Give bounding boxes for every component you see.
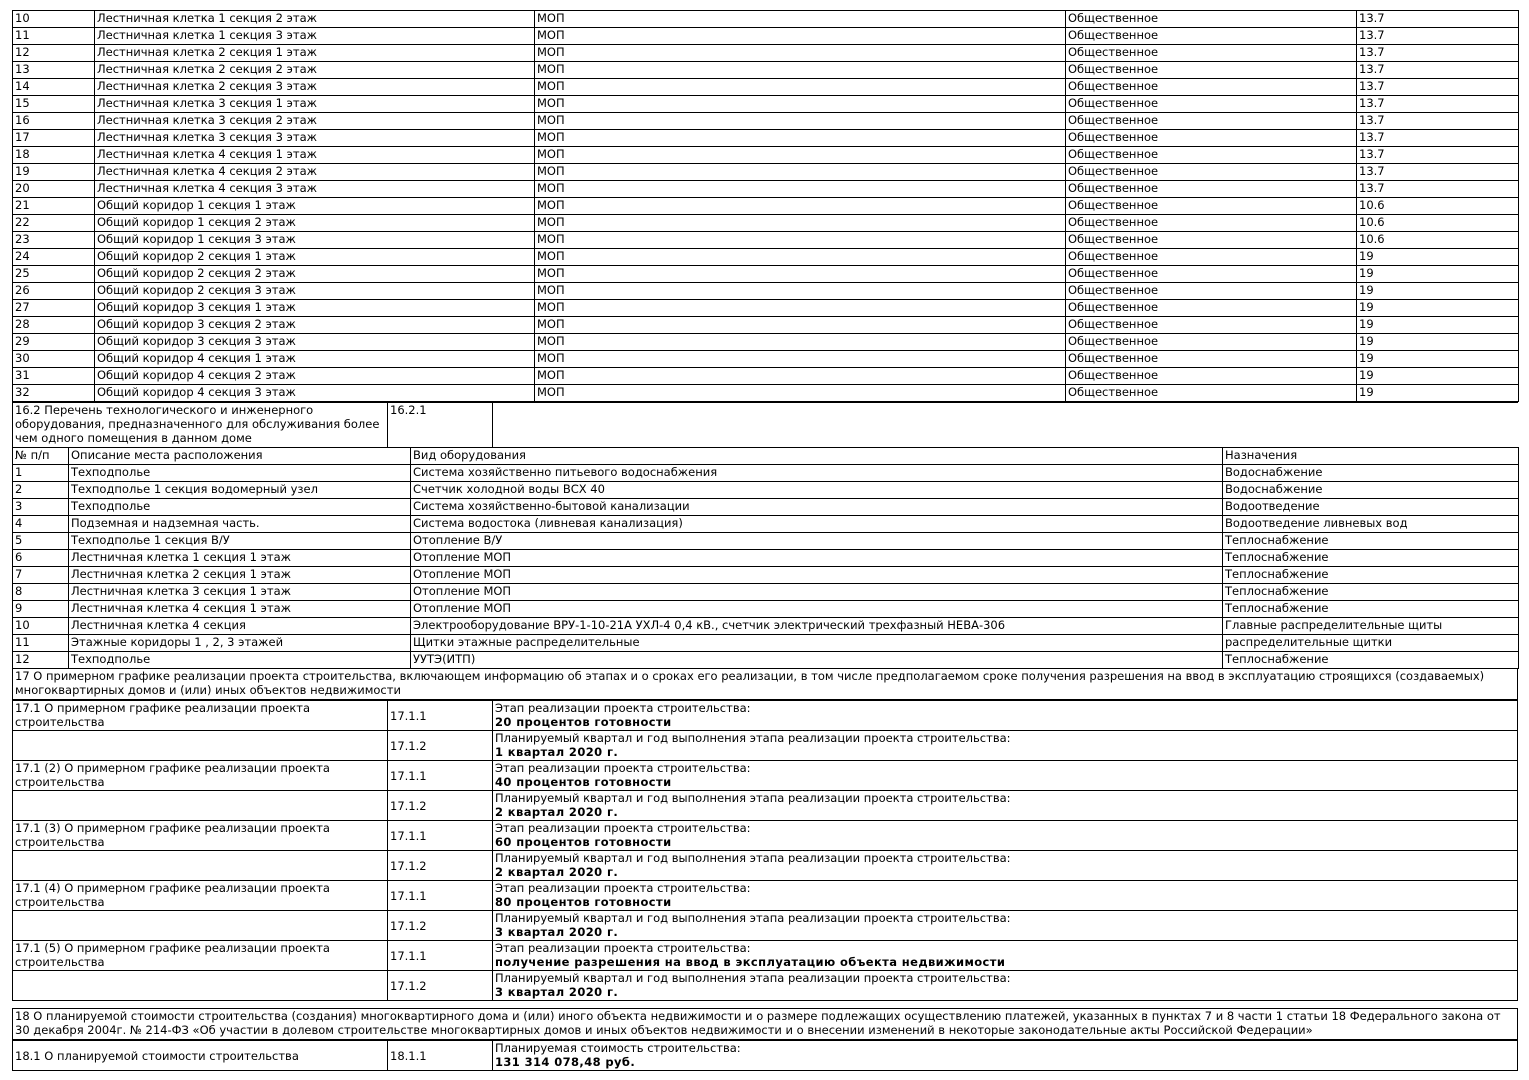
row-number: 3 [13, 499, 69, 516]
equipment-type: Отопление МОП [411, 584, 1223, 601]
date-value: 2 квартал 2020 г. [495, 805, 619, 819]
location: Подземная и надземная часть. [69, 516, 411, 533]
room-name: Общий коридор 4 секция 3 этаж [95, 385, 535, 402]
date-cell [493, 971, 1518, 1001]
date-code: 17.1.2 [388, 911, 493, 941]
room-name: Общий коридор 2 секция 1 этаж [95, 249, 535, 266]
header-equipment-type: Вид оборудования [411, 448, 1223, 465]
room-purpose: Общественное [1066, 198, 1357, 215]
header-num: № п/п [13, 448, 69, 465]
table-row [13, 385, 1519, 402]
location: Техподполье 1 секция водомерный узел [69, 482, 411, 499]
room-name: Общий коридор 4 секция 1 этаж [95, 351, 535, 368]
room-type: МОП [535, 181, 1066, 198]
room-name: Общий коридор 3 секция 3 этаж [95, 334, 535, 351]
row-number: 11 [13, 28, 95, 45]
date-code: 17.1.2 [388, 851, 493, 881]
date-value: 1 квартал 2020 г. [495, 745, 619, 759]
room-area: 13.7 [1357, 28, 1519, 45]
table-row [13, 351, 1519, 368]
empty-cell [13, 971, 388, 1001]
row-number: 25 [13, 266, 95, 283]
room-type: МОП [535, 45, 1066, 62]
date-row [13, 731, 1518, 761]
date-value: 2 квартал 2020 г. [495, 865, 619, 879]
table-row [13, 618, 1519, 635]
room-purpose: Общественное [1066, 266, 1357, 283]
table-row [13, 232, 1519, 249]
row-number: 22 [13, 215, 95, 232]
table-row [13, 317, 1519, 334]
equipment-section [12, 447, 1518, 669]
section-18-label: 18.1 О планируемой стоимости строительства [13, 1041, 388, 1071]
row-number: 12 [13, 652, 69, 669]
room-type: МОП [535, 334, 1066, 351]
room-type: МОП [535, 266, 1066, 283]
table-row [13, 635, 1519, 652]
section-18-title: 18 О планируемой стоимости строительства (создания) многоквартирного дома и (или) иного объекта недвижимости и о размере подлежащих осуществлению платежей, указанных в пунктах 7 и 8 части 1 статьи 18 Федерального закона от 30 декабря 2004г. № 214-ФЗ «Об участии в долевом строительстве многоквартирных домов и иных объектов недвижимости и о внесении изменений в некоторые законодательные акты Российской Федерации» [13, 1009, 1518, 1040]
table-row [13, 584, 1519, 601]
row-number: 32 [13, 385, 95, 402]
row-number: 31 [13, 368, 95, 385]
row-number: 7 [13, 567, 69, 584]
room-area: 19 [1357, 385, 1519, 402]
row-number: 14 [13, 79, 95, 96]
purpose: Главные распределительные щиты [1223, 618, 1519, 635]
equipment-type: Счетчик холодной воды ВСХ 40 [411, 482, 1223, 499]
section-17-title: 17 О примерном графике реализации проекта строительства, включающем информацию об этапах и о сроках его реализации, в том числе предполагаемом сроке получения разрешения на ввод в эксплуатацию строящихся (создаваемых) многоквартирных домов и (или) иных объектов недвижимости [13, 669, 1518, 700]
header-location: Описание места расположения [69, 448, 411, 465]
stage-label: 17.1 (2) О примерном графике реализации проекта строительства [13, 761, 388, 791]
table-row [13, 28, 1519, 45]
equipment-type: Электрооборудование ВРУ-1-10-21А УХЛ-4 0,4 кВ., счетчик электрический трехфазный НЕВА-306 [411, 618, 1223, 635]
row-number: 20 [13, 181, 95, 198]
table-row [13, 164, 1519, 181]
table-row [13, 147, 1519, 164]
stage-code: 17.1.1 [388, 761, 493, 791]
room-area: 13.7 [1357, 164, 1519, 181]
room-name: Общий коридор 4 секция 2 этаж [95, 368, 535, 385]
row-number: 28 [13, 317, 95, 334]
room-area: 13.7 [1357, 79, 1519, 96]
stage-row [13, 701, 1518, 731]
room-area: 13.7 [1357, 96, 1519, 113]
date-code: 17.1.2 [388, 791, 493, 821]
stage-value: 80 процентов готовности [495, 895, 672, 909]
row-number: 27 [13, 300, 95, 317]
row-number: 19 [13, 164, 95, 181]
stage-label: 17.1 (3) О примерном графике реализации проекта строительства [13, 821, 388, 851]
purpose: Теплоснабжение [1223, 533, 1519, 550]
equipment-type: Отопление МОП [411, 601, 1223, 618]
room-purpose: Общественное [1066, 11, 1357, 28]
date-cell [493, 851, 1518, 881]
equipment-type: Щитки этажные распределительные [411, 635, 1223, 652]
row-number: 11 [13, 635, 69, 652]
stage-caption: Этап реализации проекта строительства: [495, 701, 751, 715]
room-name: Лестничная клетка 3 секция 2 этаж [95, 113, 535, 130]
row-number: 30 [13, 351, 95, 368]
equipment-type: Система водостока (ливневая канализация) [411, 516, 1223, 533]
room-type: МОП [535, 351, 1066, 368]
table-row [13, 334, 1519, 351]
room-purpose: Общественное [1066, 113, 1357, 130]
row-number: 2 [13, 482, 69, 499]
room-purpose: Общественное [1066, 181, 1357, 198]
section-16-2-code: 16.2.1 [388, 403, 493, 448]
room-area: 19 [1357, 368, 1519, 385]
location: Техподполье [69, 465, 411, 482]
room-type: МОП [535, 317, 1066, 334]
room-name: Общий коридор 1 секция 3 этаж [95, 232, 535, 249]
room-name: Лестничная клетка 1 секция 3 этаж [95, 28, 535, 45]
room-area: 13.7 [1357, 130, 1519, 147]
table-row [13, 283, 1519, 300]
stage-cell [493, 761, 1518, 791]
stage-row [13, 821, 1518, 851]
stage-row [13, 761, 1518, 791]
room-name: Общий коридор 2 секция 3 этаж [95, 283, 535, 300]
table-row [13, 368, 1519, 385]
date-code: 17.1.2 [388, 971, 493, 1001]
date-value: 3 квартал 2020 г. [495, 925, 619, 939]
table-row [13, 482, 1519, 499]
room-type: МОП [535, 249, 1066, 266]
room-type: МОП [535, 300, 1066, 317]
room-type: МОП [535, 368, 1066, 385]
date-caption: Планируемый квартал и год выполнения этапа реализации проекта строительства: [495, 791, 1011, 805]
table-row [13, 300, 1519, 317]
location: Этажные коридоры 1 , 2, 3 этажей [69, 635, 411, 652]
room-type: МОП [535, 62, 1066, 79]
table-row [13, 96, 1519, 113]
stage-code: 17.1.1 [388, 821, 493, 851]
stage-value: получение разрешения на ввод в эксплуатацию объекта недвижимости [495, 955, 1006, 969]
room-purpose: Общественное [1066, 164, 1357, 181]
table-row [13, 567, 1519, 584]
room-type: МОП [535, 164, 1066, 181]
room-name: Общий коридор 2 секция 2 этаж [95, 266, 535, 283]
room-name: Лестничная клетка 2 секция 3 этаж [95, 79, 535, 96]
room-area: 13.7 [1357, 45, 1519, 62]
empty-cell [13, 791, 388, 821]
stage-cell [493, 821, 1518, 851]
row-number: 15 [13, 96, 95, 113]
table-row [13, 465, 1519, 482]
room-type: МОП [535, 215, 1066, 232]
stage-caption: Этап реализации проекта строительства: [495, 941, 751, 955]
row-number: 10 [13, 618, 69, 635]
room-name: Лестничная клетка 4 секция 2 этаж [95, 164, 535, 181]
date-code: 17.1.2 [388, 731, 493, 761]
purpose: Теплоснабжение [1223, 652, 1519, 669]
room-type: МОП [535, 96, 1066, 113]
equipment-type: Система хозяйственно-бытовой канализации [411, 499, 1223, 516]
date-value: 3 квартал 2020 г. [495, 985, 619, 999]
stage-value: 60 процентов готовности [495, 835, 672, 849]
purpose: Водоотведение ливневых вод [1223, 516, 1519, 533]
room-type: МОП [535, 147, 1066, 164]
row-number: 23 [13, 232, 95, 249]
room-area: 13.7 [1357, 62, 1519, 79]
table-row [13, 79, 1519, 96]
location: Лестничная клетка 4 секция 1 этаж [69, 601, 411, 618]
stage-code: 17.1.1 [388, 941, 493, 971]
room-area: 19 [1357, 334, 1519, 351]
purpose: Теплоснабжение [1223, 550, 1519, 567]
room-name: Общий коридор 3 секция 1 этаж [95, 300, 535, 317]
location: Лестничная клетка 2 секция 1 этаж [69, 567, 411, 584]
room-purpose: Общественное [1066, 368, 1357, 385]
room-type: МОП [535, 283, 1066, 300]
room-area: 10.6 [1357, 232, 1519, 249]
stage-row [13, 941, 1518, 971]
row-number: 24 [13, 249, 95, 266]
room-name: Лестничная клетка 2 секция 1 этаж [95, 45, 535, 62]
cost-caption: Планируемая стоимость строительства: [495, 1041, 741, 1055]
location: Техподполье 1 секция В/У [69, 533, 411, 550]
stage-value: 40 процентов готовности [495, 775, 672, 789]
section-18 [12, 1008, 1518, 1071]
equipment-table [12, 447, 1519, 669]
room-purpose: Общественное [1066, 300, 1357, 317]
stage-label: 17.1 (4) О примерном графике реализации проекта строительства [13, 881, 388, 911]
table-row [13, 601, 1519, 618]
purpose: Водоотведение [1223, 499, 1519, 516]
date-caption: Планируемый квартал и год выполнения этапа реализации проекта строительства: [495, 911, 1011, 925]
table-row [13, 45, 1519, 62]
stage-label: 17.1 (5) О примерном графике реализации проекта строительства [13, 941, 388, 971]
room-area: 19 [1357, 317, 1519, 334]
table-row [13, 550, 1519, 567]
row-number: 13 [13, 62, 95, 79]
cost-value: 131 314 078,48 руб. [495, 1055, 636, 1069]
purpose: Теплоснабжение [1223, 567, 1519, 584]
stage-cell [493, 881, 1518, 911]
row-number: 5 [13, 533, 69, 550]
row-number: 8 [13, 584, 69, 601]
purpose: Водоснабжение [1223, 482, 1519, 499]
room-purpose: Общественное [1066, 147, 1357, 164]
stage-cell [493, 941, 1518, 971]
location: Техподполье [69, 652, 411, 669]
date-caption: Планируемый квартал и год выполнения этапа реализации проекта строительства: [495, 971, 1011, 985]
room-purpose: Общественное [1066, 351, 1357, 368]
stage-caption: Этап реализации проекта строительства: [495, 821, 751, 835]
room-type: МОП [535, 385, 1066, 402]
room-purpose: Общественное [1066, 96, 1357, 113]
table-row [13, 113, 1519, 130]
mop-rooms-table [12, 10, 1519, 402]
table-row [13, 652, 1519, 669]
room-area: 19 [1357, 266, 1519, 283]
room-name: Лестничная клетка 3 секция 1 этаж [95, 96, 535, 113]
room-type: МОП [535, 11, 1066, 28]
date-row [13, 791, 1518, 821]
room-area: 13.7 [1357, 11, 1519, 28]
stage-label: 17.1 О примерном графике реализации проекта строительства [13, 701, 388, 731]
section-16-2-title: 16.2 Перечень технологического и инженерного оборудования, предназначенного для обслуживания более чем одного помещения в данном доме [13, 403, 388, 448]
room-name: Лестничная клетка 4 секция 3 этаж [95, 181, 535, 198]
room-name: Лестничная клетка 4 секция 1 этаж [95, 147, 535, 164]
row-number: 4 [13, 516, 69, 533]
room-area: 19 [1357, 249, 1519, 266]
table-row [13, 215, 1519, 232]
table-row [13, 516, 1519, 533]
row-number: 18 [13, 147, 95, 164]
stage-cell [493, 701, 1518, 731]
purpose: Теплоснабжение [1223, 584, 1519, 601]
room-purpose: Общественное [1066, 232, 1357, 249]
room-purpose: Общественное [1066, 215, 1357, 232]
room-purpose: Общественное [1066, 79, 1357, 96]
equipment-type: Отопление МОП [411, 567, 1223, 584]
room-type: МОП [535, 232, 1066, 249]
room-name: Лестничная клетка 1 секция 2 этаж [95, 11, 535, 28]
equipment-table-header [13, 448, 1519, 465]
room-name: Общий коридор 3 секция 2 этаж [95, 317, 535, 334]
room-purpose: Общественное [1066, 283, 1357, 300]
row-number: 9 [13, 601, 69, 618]
mop-rooms-section [12, 10, 1518, 402]
room-type: МОП [535, 130, 1066, 147]
section-17 [12, 668, 1518, 1001]
room-purpose: Общественное [1066, 334, 1357, 351]
room-purpose: Общественное [1066, 62, 1357, 79]
room-name: Общий коридор 1 секция 2 этаж [95, 215, 535, 232]
empty-cell [13, 851, 388, 881]
room-purpose: Общественное [1066, 45, 1357, 62]
date-row [13, 851, 1518, 881]
room-name: Лестничная клетка 3 секция 3 этаж [95, 130, 535, 147]
location: Лестничная клетка 1 секция 1 этаж [69, 550, 411, 567]
room-name: Общий коридор 1 секция 1 этаж [95, 198, 535, 215]
date-cell [493, 911, 1518, 941]
table-row [13, 266, 1519, 283]
row-number: 17 [13, 130, 95, 147]
header-purpose: Назначения [1223, 448, 1519, 465]
room-purpose: Общественное [1066, 28, 1357, 45]
table-row [13, 130, 1519, 147]
table-row [13, 249, 1519, 266]
table-row [13, 62, 1519, 79]
purpose: распределительные щитки [1223, 635, 1519, 652]
date-cell [493, 791, 1518, 821]
row-number: 10 [13, 11, 95, 28]
row-number: 6 [13, 550, 69, 567]
purpose: Теплоснабжение [1223, 601, 1519, 618]
room-type: МОП [535, 198, 1066, 215]
row-number: 1 [13, 465, 69, 482]
room-area: 10.6 [1357, 215, 1519, 232]
room-purpose: Общественное [1066, 249, 1357, 266]
date-cell [493, 731, 1518, 761]
section-16-2-header [12, 402, 1518, 448]
room-area: 19 [1357, 351, 1519, 368]
location: Лестничная клетка 3 секция 1 этаж [69, 584, 411, 601]
stage-caption: Этап реализации проекта строительства: [495, 881, 751, 895]
table-row [13, 11, 1519, 28]
date-row [13, 971, 1518, 1001]
date-row [13, 911, 1518, 941]
purpose: Водоснабжение [1223, 465, 1519, 482]
room-type: МОП [535, 79, 1066, 96]
table-row [13, 499, 1519, 516]
room-purpose: Общественное [1066, 317, 1357, 334]
room-name: Лестничная клетка 2 секция 2 этаж [95, 62, 535, 79]
section-18-code: 18.1.1 [388, 1041, 493, 1071]
date-caption: Планируемый квартал и год выполнения этапа реализации проекта строительства: [495, 851, 1011, 865]
room-area: 19 [1357, 283, 1519, 300]
stage-row [13, 881, 1518, 911]
equipment-type: Отопление В/У [411, 533, 1223, 550]
room-area: 13.7 [1357, 113, 1519, 130]
location: Лестничная клетка 4 секция [69, 618, 411, 635]
room-area: 13.7 [1357, 181, 1519, 198]
equipment-type: Отопление МОП [411, 550, 1223, 567]
stage-code: 17.1.1 [388, 701, 493, 731]
row-number: 12 [13, 45, 95, 62]
date-caption: Планируемый квартал и год выполнения этапа реализации проекта строительства: [495, 731, 1011, 745]
room-area: 10.6 [1357, 198, 1519, 215]
stage-value: 20 процентов готовности [495, 715, 672, 729]
room-type: МОП [535, 28, 1066, 45]
room-area: 13.7 [1357, 147, 1519, 164]
schedule-table [12, 700, 1518, 1001]
row-number: 29 [13, 334, 95, 351]
room-type: МОП [535, 113, 1066, 130]
row-number: 16 [13, 113, 95, 130]
row-number: 21 [13, 198, 95, 215]
empty-cell [13, 731, 388, 761]
location: Техподполье [69, 499, 411, 516]
empty-cell [13, 911, 388, 941]
cost-cell [493, 1041, 1518, 1071]
table-row [13, 533, 1519, 550]
room-purpose: Общественное [1066, 385, 1357, 402]
equipment-type: УУТЭ(ИТП) [411, 652, 1223, 669]
table-row [13, 181, 1519, 198]
room-purpose: Общественное [1066, 130, 1357, 147]
table-row [13, 198, 1519, 215]
stage-code: 17.1.1 [388, 881, 493, 911]
row-number: 26 [13, 283, 95, 300]
stage-caption: Этап реализации проекта строительства: [495, 761, 751, 775]
room-area: 19 [1357, 300, 1519, 317]
equipment-type: Система хозяйственно питьевого водоснабжения [411, 465, 1223, 482]
